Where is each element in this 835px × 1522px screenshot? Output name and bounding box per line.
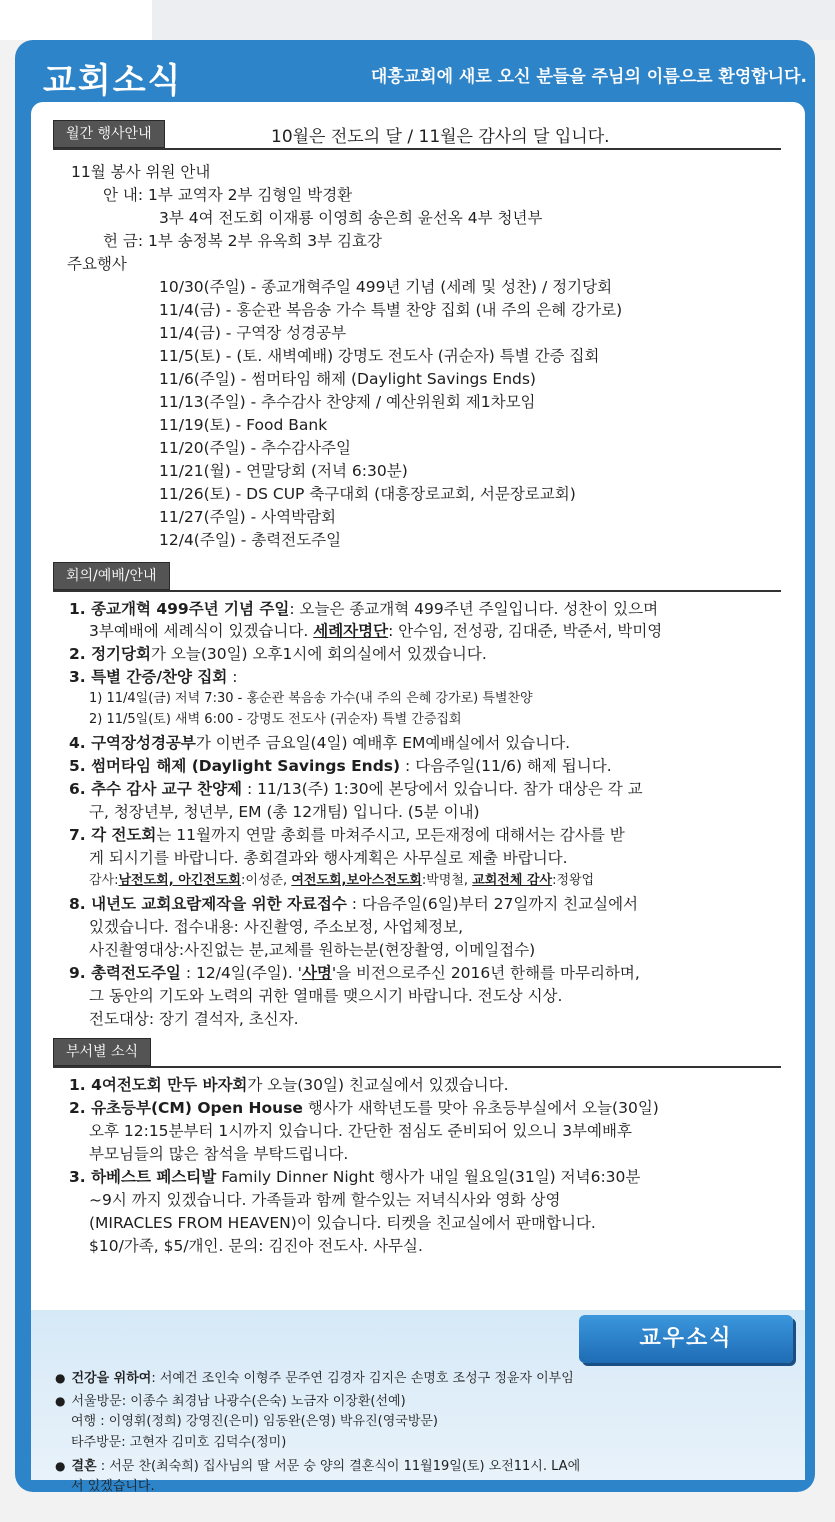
welcome-subtitle: 대흥교회에 새로 오신 분들을 주님의 이름으로 환영합니다. [370, 67, 807, 87]
event-item: 10/30(주일) - 종교개혁주일 499년 기념 (세례 및 성찬) / 정기당회 [159, 278, 613, 296]
dept-item-3-cont: ~9시 까지 있겠습니다. 가족들과 함께 할수있는 저녁식사와 영화 상영 [89, 1191, 561, 1209]
members-news-heading: 교우소식 [579, 1315, 793, 1363]
monthly-line: 11월 봉사 위원 안내 [71, 163, 211, 181]
monthly-line: 안 내: 1부 교역자 2부 김형일 박경환 [103, 186, 353, 204]
tab-department-news: 부서별 소식 [53, 1038, 151, 1066]
notice-1: 1. 종교개혁 499주년 기념 주일: 오늘은 종교개혁 499주년 주일입니다. 성찬이 있으며 [69, 600, 659, 618]
member-seoul-visit: ● 서울방문: 이종수 최경남 나광수(은숙) 노금자 이장환(선예) [55, 1390, 406, 1413]
top-strip [152, 0, 835, 40]
event-item: 11/4(금) - 구역장 성경공부 [159, 324, 347, 342]
dept-item-2-cont2: 부모님들의 많은 참석을 부탁드립니다. [89, 1145, 349, 1163]
notice-1-cont: 3부예배에 세례식이 있겠습니다. 세례자명단: 안수임, 전성광, 김대준, 박준서, 박미영 [89, 622, 663, 640]
event-item: 11/26(토) - DS CUP 축구대회 (대흥장로교회, 서문장로교회) [159, 485, 576, 503]
dept-item-2: 2. 유초등부(CM) Open House 행사가 새학년도를 맞아 유초등부실에서 오늘(30일) [69, 1099, 659, 1117]
tab-monthly-events: 월간 행사안내 [53, 120, 165, 148]
page-corner [0, 0, 152, 40]
notice-8-cont2: 사진촬영대상:사진없는 분,교체를 원하는분(현장촬영, 이메일접수) [89, 941, 536, 959]
event-item: 11/4(금) - 홍순관 복음송 가수 특별 찬양 집회 (내 주의 은혜 강가로) [159, 301, 623, 319]
notice-7: 7. 각 전도회는 11월까지 연말 총회를 마쳐주시고, 모든재정에 대해서는 감사를 받 [69, 826, 625, 844]
notice-6-cont: 구, 청장년부, 청년부, EM (총 12개팀) 입니다. (5분 이내) [89, 803, 480, 821]
dept-item-3-cont2: (MIRACLES FROM HEAVEN)이 있습니다. 티켓을 친교실에서 판매합니다. [89, 1214, 596, 1232]
section-divider [53, 590, 781, 592]
page-title: 교회소식 [43, 61, 183, 101]
tab-meeting-worship: 회의/예배/안내 [53, 562, 170, 590]
notice-9-cont: 그 동안의 기도와 노력의 귀한 열매를 맺으시기 바랍니다. 전도상 시상. [89, 987, 563, 1005]
month-theme-banner: 10월은 전도의 달 / 11월은 감사의 달 입니다. [271, 127, 610, 147]
notice-7-auditors: 감사:남전도회, 아긴전도회:이성준, 여전도회,보아스전도회:박명철, 교회전체 감사:정왕업 [89, 873, 595, 888]
dept-item-3-cont3: $10/가족, $5/개인. 문의: 김진아 전도사. 사무실. [89, 1237, 423, 1255]
notice-2: 2. 정기당회가 오늘(30일) 오후1시에 회의실에서 있겠습니다. [69, 645, 487, 663]
monthly-line: 주요행사 [67, 255, 127, 273]
member-wedding-cont: 서 있겠습니다. [71, 1479, 155, 1494]
member-other-state: 타주방문: 고현자 김미호 김덕수(정미) [71, 1435, 287, 1450]
church-news-card [15, 40, 815, 1492]
notice-5: 5. 썸머타임 해제 (Daylight Savings Ends) : 다음주일(11/6) 해제 됩니다. [69, 757, 612, 775]
event-item: 11/5(토) - (토. 새벽예배) 강명도 전도사 (귀순자) 특별 간증 집회 [159, 347, 600, 365]
content-panel [31, 102, 805, 1494]
dept-item-1: 1. 4여전도회 만두 바자회가 오늘(30일) 친교실에서 있겠습니다. [69, 1076, 509, 1094]
event-item: 12/4(주일) - 총력전도주일 [159, 531, 342, 549]
event-item: 11/21(월) - 연말당회 (저녁 6:30분) [159, 462, 408, 480]
event-item: 11/27(주일) - 사역박람회 [159, 508, 337, 526]
dept-item-3: 3. 하베스트 페스티발 Family Dinner Night 행사가 내일 월요일(31일) 저녁6:30분 [69, 1168, 641, 1186]
section-divider [53, 148, 781, 150]
notice-9: 9. 총력전도주일 : 12/4일(주일). '사명'을 비전으로주신 2016년 한해를 마무리하며, [69, 964, 640, 982]
notice-8-cont: 있겠습니다. 접수내용: 사진촬영, 주소보정, 사업체정보, [89, 918, 464, 936]
notice-3: 3. 특별 간증/찬양 집회 : [69, 668, 238, 686]
member-travel: 여행 : 이영휘(정희) 강영진(은미) 임동완(은영) 박유진(영국방문) [71, 1414, 439, 1429]
notice-7-cont: 게 되시기를 바랍니다. 총회결과와 행사계획은 사무실로 제출 바랍니다. [89, 849, 568, 867]
monthly-line: 3부 4여 전도회 이재룡 이영희 송은희 윤선옥 4부 청년부 [159, 209, 543, 227]
event-item: 11/13(주일) - 추수감사 찬양제 / 예산위원회 제1차모임 [159, 393, 536, 411]
member-wedding: ● 결혼 : 서문 찬(최숙희) 집사님의 딸 서문 숭 양의 결혼식이 11월19일(토) 오전11시. LA에 [55, 1455, 580, 1478]
event-item: 11/19(토) - Food Bank [159, 416, 328, 434]
event-item: 11/20(주일) - 추수감사주일 [159, 439, 351, 457]
event-item: 11/6(주일) - 썸머타임 해제 (Daylight Savings Ends) [159, 370, 536, 388]
section-divider [53, 1066, 781, 1068]
notice-3-sub2: 2) 11/5일(토) 새벽 6:00 - 강명도 전도사 (귀순자) 특별 간증집회 [89, 712, 462, 727]
notice-4: 4. 구역장성경공부가 이번주 금요일(4일) 예배후 EM예배실에서 있습니다. [69, 734, 571, 752]
dept-item-2-cont: 오후 12:15분부터 1시까지 있습니다. 간단한 점심도 준비되어 있으니 3부예배후 [89, 1122, 632, 1140]
notice-9-cont2: 전도대상: 장기 결석자, 초신자. [89, 1010, 299, 1028]
notice-8: 8. 내년도 교회요람제작을 위한 자료접수 : 다음주일(6일)부터 27일까지 친교실에서 [69, 895, 639, 913]
member-health: ● 건강을 위하여: 서예건 조인숙 이형주 문주연 김경자 김지은 손명호 조성구 정윤자 이부임 [55, 1367, 574, 1390]
notice-6: 6. 추수 감사 교구 찬양제 : 11/13(주) 1:30에 본당에서 있습니다. 참가 대상은 각 교 [69, 780, 643, 798]
notice-3-sub1: 1) 11/4일(금) 저녁 7:30 - 홍순관 복음송 가수(내 주의 은혜 강가로) 특별찬양 [89, 691, 533, 706]
monthly-line: 헌 금: 1부 송정복 2부 유옥희 3부 김효강 [103, 232, 382, 250]
